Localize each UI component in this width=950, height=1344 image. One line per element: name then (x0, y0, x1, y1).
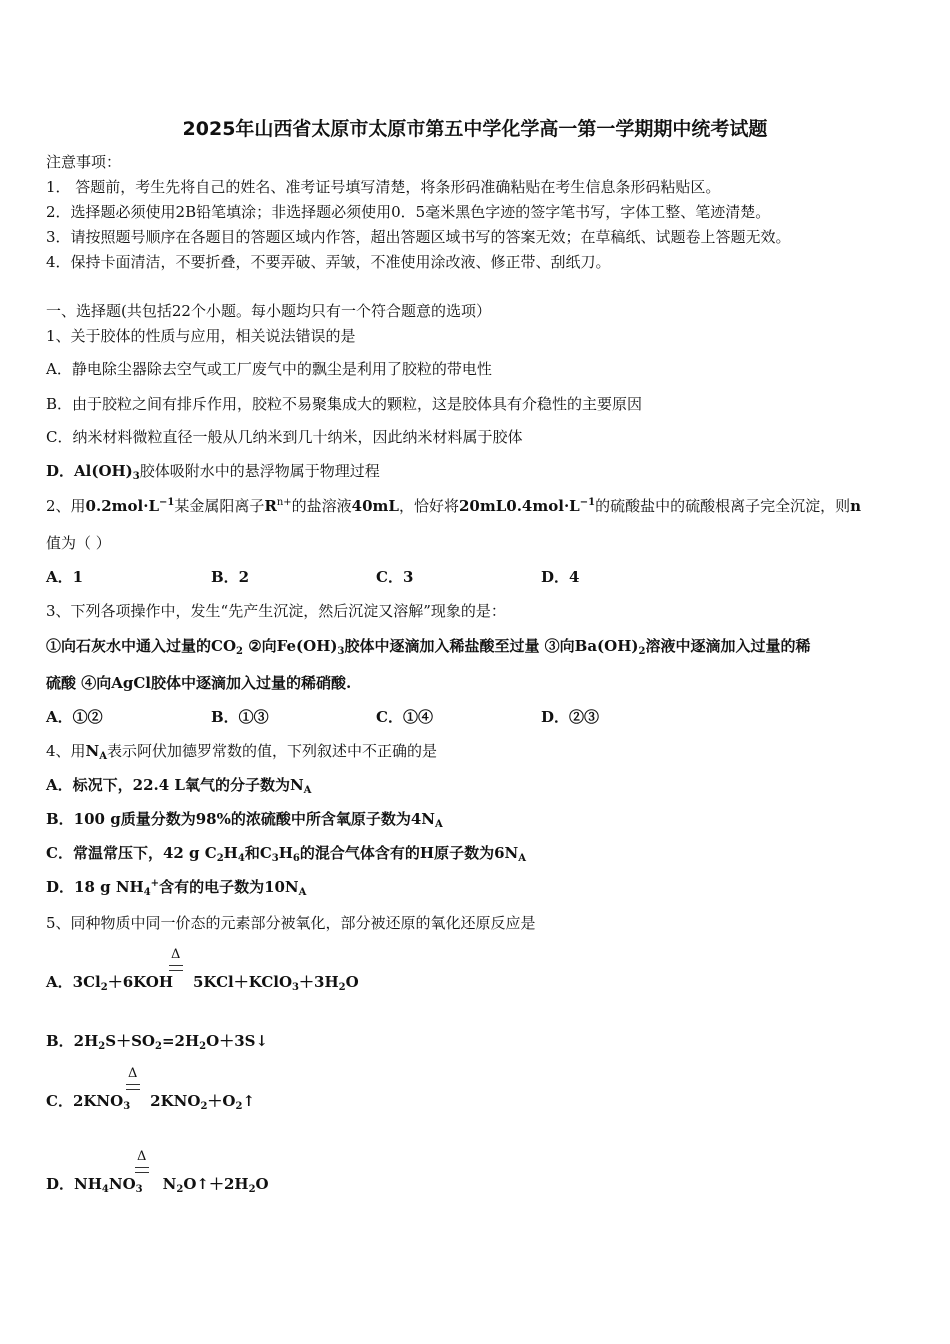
notice-item-1: 1． 答题前，考生先将自己的姓名、准考证号填写清楚，将条形码准确粘贴在考生信息条形码粘贴区。 (46, 178, 721, 196)
q4-option-d: D．18 g $NH_4^+$含有的电子数为$10N_A$ (46, 878, 307, 898)
q3-items-line2: 硫酸 ④向AgCl胶体中逐滴加入过量的稀硝酸. (46, 674, 352, 692)
q3-stem: 3、下列各项操作中，发生“先产生沉淀，然后沉淀又溶解”现象的是： (46, 602, 506, 620)
notice-item-3: 3．请按照题号顺序在各题目的答题区域内作答，超出答题区域书写的答案无效；在草稿纸、试题卷上答题无效。 (46, 228, 791, 246)
exam-title: 2025年山西省太原市太原市第五中学化学高一第一学期期中统考试题 (182, 118, 768, 140)
q4-option-c: C．常温常压下，42 g $C_2H_4$和$C_3H_6$的混合气体含有的H原子数为$6N_A$ (46, 844, 526, 864)
equals-sign-d (135, 1167, 149, 1173)
q3-option-d: D．②③ (541, 708, 600, 726)
q5-option-a: A．$3Cl_2+6KOH$ $5KCl+KClO_3+3H_2O$ (46, 973, 359, 993)
q4-option-b: B．100 g质量分数为98%的浓硫酸中所含氧原子数为$4N_A$ (46, 810, 443, 830)
q2-option-b: B．2 (211, 568, 250, 586)
q3-option-b: B．①③ (211, 708, 269, 726)
q2-stem: 2、用$0.2mol\cdot L^{-1}$某金属阳离子$R^{n+}$的盐溶液40mL，恰好将$20mL0.4mol\cdot L^{-1}$的硫酸盐中的硫酸根离子完全沉淀，则n (46, 497, 861, 515)
q2-options (46, 567, 706, 587)
section-heading: 一、选择题(共包括22个小题。每小题均只有一个符合题意的选项） (46, 302, 491, 320)
q5-stem: 5、同种物质中同一价态的元素部分被氧化，部分被还原的氧化还原反应是 (46, 914, 536, 932)
q4-option-a: A．标况下，22.4 L氧气的分子数为$N_A$ (46, 776, 312, 796)
q3-option-c: C．①④ (376, 708, 433, 726)
q3-options (46, 707, 706, 727)
heat-condition-c: Δ (128, 1066, 138, 1081)
q1-option-d: D．$Al(OH)_3$胶体吸附水中的悬浮物属于物理过程 (46, 462, 380, 482)
equals-sign-a (169, 965, 183, 971)
heat-condition-d: Δ (137, 1149, 147, 1164)
q2-stem-cont: 值为（ ） (46, 534, 111, 552)
notice-item-2: 2．选择题必须使用2B铅笔填涂；非选择题必须使用0．5毫米黑色字迹的签字笔书写，字体工整、笔迹清楚。 (46, 203, 771, 221)
q5-option-b: B．$2H_2S+SO_2=2H_2O+3S↓$ (46, 1032, 269, 1052)
q5-option-d: D．$NH_4NO_3$ $N_2O↑+2H_2O$ (46, 1175, 269, 1195)
notice-item-4: 4．保持卡面清洁，不要折叠，不要弄破、弄皱，不准使用涂改液、修正带、刮纸刀。 (46, 253, 611, 271)
q1-stem: 1、关于胶体的性质与应用，相关说法错误的是 (46, 327, 356, 345)
q2-option-d: D．4 (541, 568, 580, 586)
q3-option-a: A．①② (46, 708, 103, 726)
q2-option-a: A．1 (46, 568, 84, 586)
q2-option-c: C．3 (376, 568, 414, 586)
heat-condition-a: Δ (171, 947, 181, 962)
notice-heading: 注意事项： (46, 153, 122, 171)
q1-option-a: A．静电除尘器除去空气或工厂废气中的飘尘是利用了胶粒的带电性 (46, 360, 492, 378)
q3-items-line1: ①向石灰水中通入过量的$CO_2$ ②向$Fe(OH)_3$胶体中逐滴加入稀盐酸至过量 ③向$Ba(OH)_2$溶液中逐滴加入过量的稀 (46, 637, 811, 657)
q1-option-b: B．由于胶粒之间有排斥作用，胶粒不易聚集成大的颗粒，这是胶体具有介稳性的主要原因 (46, 395, 643, 413)
q4-stem: 4、用$N_A$表示阿伏加德罗常数的值，下列叙述中不正确的是 (46, 742, 438, 762)
q1-option-c: C．纳米材料微粒直径一般从几纳米到几十纳米，因此纳米材料属于胶体 (46, 428, 523, 446)
equals-sign-c (126, 1084, 140, 1090)
q5-option-c: C．$2KNO_3$ $2KNO_2+O_2↑$ (46, 1092, 256, 1112)
